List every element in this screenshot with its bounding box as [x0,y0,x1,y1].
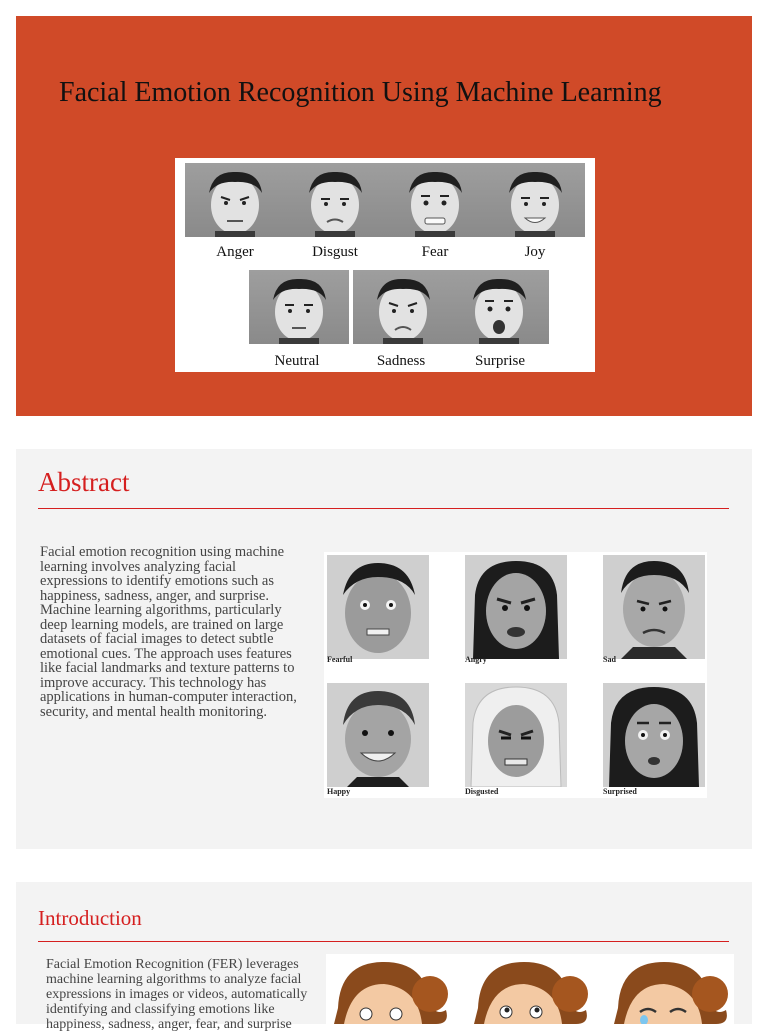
photo-surprised [603,683,705,787]
cartoon-face [614,962,728,1024]
emotion-grid-image [175,158,595,372]
photo-caption: Sad [603,655,616,664]
photo-caption: Surprised [603,787,637,796]
photo-happy [327,683,429,787]
introduction-heading: Introduction [38,906,142,930]
introduction-text: Facial Emotion Recognition (FER) leverages machine learning algorithms to analyze facial expressions in images or videos, automatically identifying and classifying emotions like happiness, sadness, anger, fear, and surprise [46,957,308,1032]
page-title: Facial Emotion Recognition Using Machine Learning [59,77,662,108]
cartoon-face [334,962,448,1024]
expression-photos [324,552,707,798]
photo-fearful [327,555,429,659]
title-banner [16,16,752,416]
face-joy [485,163,585,237]
emotion-label: Sadness [376,353,426,369]
photo-caption: Angry [465,655,487,664]
photo-caption: Fearful [327,655,353,664]
photo-sad [603,555,705,659]
emotion-label: Fear [421,244,449,260]
cartoon-face [474,962,588,1024]
emotion-label: Joy [524,244,546,260]
face-disgust [285,163,385,237]
face-sadness [353,270,453,344]
divider [38,941,729,942]
photo-disgusted [465,683,567,787]
cartoon-faces-image [326,954,734,1024]
emotion-label: Surprise [475,353,525,369]
abstract-section [16,449,752,849]
introduction-section [16,882,752,1032]
face-fear [385,163,485,237]
photo-angry [465,555,567,659]
abstract-heading: Abstract [38,467,130,497]
face-anger [185,163,285,237]
abstract-text: Facial emotion recognition using machine learning involves analyzing facial expressions to identify emotions such as happiness, sadness, anger, and surprise. Machine learning algorithms, particularly deep learning models, are trained on large datasets of facial images to detect subtle emotional cues. The approach uses features like facial landmarks and texture patterns to improve accuracy. This technology has applications in human-computer interaction, security, and mental health monitoring. [40,544,297,720]
photo-caption: Happy [327,787,351,796]
face-neutral [249,270,349,344]
photo-caption: Disgusted [465,787,499,796]
face-surprise [449,270,549,344]
emotion-label: Neutral [274,353,320,369]
emotion-label: Disgust [312,244,358,260]
emotion-label: Anger [216,244,254,260]
divider [38,508,729,509]
